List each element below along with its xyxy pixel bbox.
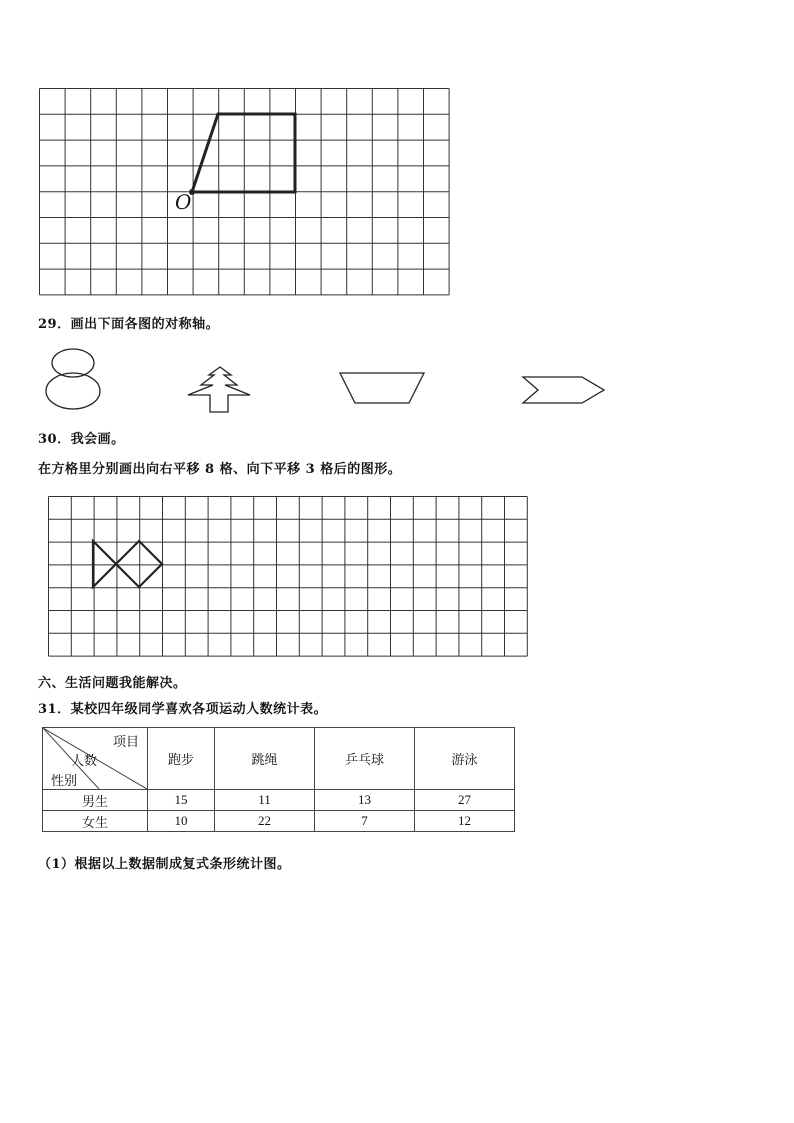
- table-header-row: [43, 728, 515, 790]
- origin-label: O: [175, 190, 192, 214]
- parallelogram-shape: [192, 114, 295, 192]
- table-cell: 7: [315, 811, 415, 832]
- sports-stats-table-wrap: [42, 727, 515, 832]
- symmetry-figures: [40, 343, 620, 423]
- header-count-label: 人数: [71, 753, 98, 768]
- table-row: [43, 790, 515, 811]
- question-31-sub-1: （1）根据以上数据制成复式条形统计图。: [38, 857, 291, 872]
- translation-grid: [47, 495, 528, 659]
- row-label: 女生: [43, 811, 148, 832]
- table-cell: 13: [315, 790, 415, 811]
- column-header: 游泳: [415, 728, 515, 790]
- table-cell: 27: [415, 790, 515, 811]
- row-label: 男生: [43, 790, 148, 811]
- trapezoid-shape: [340, 373, 424, 403]
- question-31-title: 31．某校四年级同学喜欢各项运动人数统计表。: [38, 702, 328, 717]
- top-grid: [38, 87, 450, 297]
- header-item-label: 项目: [112, 734, 139, 749]
- table-cell: 22: [215, 811, 315, 832]
- question-30-title: 30．我会画。: [38, 432, 125, 447]
- section-6-title: 六、生活问题我能解决。: [38, 676, 187, 691]
- table-row: [43, 811, 515, 832]
- bowtie-shape: [93, 541, 162, 587]
- top-grid-figure: [38, 87, 450, 297]
- table-cell: 12: [415, 811, 515, 832]
- column-header: 乒乓球: [315, 728, 415, 790]
- tree-arrow-shape: [188, 367, 250, 412]
- chevron-arrow-shape: [523, 377, 604, 403]
- column-header: 跳绳: [215, 728, 315, 790]
- table-cell: 11: [215, 790, 315, 811]
- table-cell: 10: [148, 811, 215, 832]
- figure-eight-shape: [46, 349, 100, 409]
- translation-grid-figure: [47, 495, 528, 659]
- diagonal-header-cell: [43, 728, 148, 790]
- sports-stats-table: [42, 727, 515, 832]
- question-30-instruction: 在方格里分别画出向右平移 8 格、向下平移 3 格后的图形。: [38, 462, 402, 477]
- header-gender-label: 性别: [51, 773, 78, 788]
- table-cell: 15: [148, 790, 215, 811]
- question-29-text: 29．画出下面各图的对称轴。: [38, 317, 220, 332]
- column-header: 跑步: [148, 728, 215, 790]
